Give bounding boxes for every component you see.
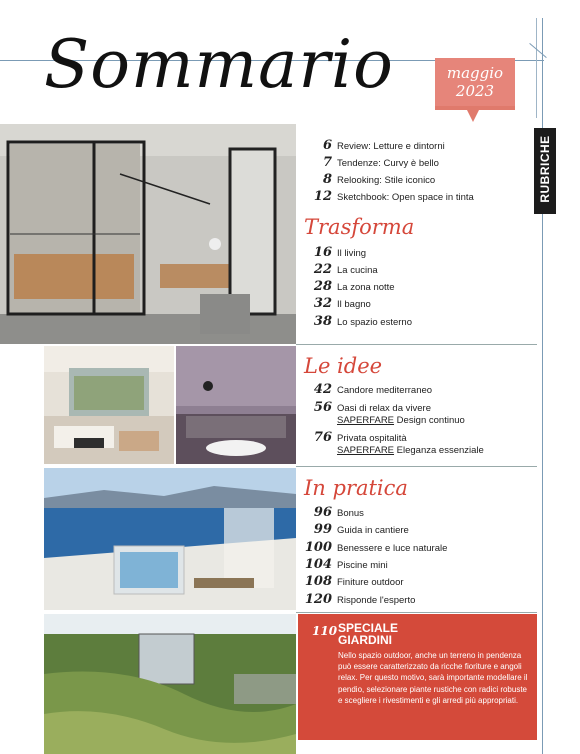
- section-heading-pratica: In pratica: [304, 476, 408, 500]
- item-title: Sketchbook: Open space in tinta: [337, 192, 474, 203]
- section-heading-idee: Le idee: [304, 354, 383, 378]
- list-item[interactable]: [304, 262, 378, 278]
- item-title: Privata ospitalità: [337, 433, 407, 444]
- list-item[interactable]: [304, 138, 445, 154]
- photo-interior-living: [0, 124, 296, 344]
- page-number: 76: [313, 430, 332, 445]
- list-item[interactable]: [304, 574, 404, 590]
- divider: [296, 612, 537, 613]
- list-item[interactable]: [304, 382, 432, 398]
- item-title: La cucina: [337, 265, 378, 276]
- list-item[interactable]: [304, 430, 484, 458]
- corner-mark: [529, 43, 546, 58]
- list-item[interactable]: [304, 245, 366, 261]
- page-title: Sommario: [44, 26, 394, 103]
- speciale-title: SPECIALE: [338, 621, 399, 635]
- photo-purple-lounge: [176, 346, 296, 464]
- section-heading-trasforma: Trasforma: [304, 215, 415, 239]
- photo-mediterranean-living: [44, 346, 174, 464]
- section-side-label: [534, 128, 556, 214]
- page-number: 110: [312, 624, 338, 638]
- list-item[interactable]: [304, 314, 412, 330]
- page-number: 16: [313, 245, 332, 260]
- item-title: Il bagno: [337, 299, 371, 310]
- list-item[interactable]: [304, 279, 395, 295]
- item-title: Il living: [337, 248, 367, 259]
- page-number: 120: [304, 592, 332, 607]
- item-title: Piscine mini: [337, 560, 388, 571]
- list-item[interactable]: [304, 172, 435, 188]
- photo-terrace-pool: [44, 468, 296, 610]
- list-item[interactable]: [304, 522, 409, 538]
- list-item[interactable]: [304, 592, 415, 608]
- page-number: 56: [313, 400, 332, 415]
- item-title: Oasi di relax da vivere: [337, 403, 431, 414]
- list-item[interactable]: [304, 189, 474, 205]
- item-title: Relooking: Stile iconico: [337, 175, 436, 186]
- divider: [296, 466, 537, 467]
- page-number: 28: [313, 279, 332, 294]
- list-item[interactable]: [304, 400, 465, 428]
- item-subtitle: Design continuo: [396, 415, 465, 426]
- item-title: Tendenze: Curvy è bello: [337, 158, 439, 169]
- list-item[interactable]: [304, 155, 439, 171]
- page-number: 96: [313, 505, 332, 520]
- item-title: Lo spazio esterno: [337, 317, 412, 328]
- item-title: Finiture outdoor: [337, 577, 404, 588]
- item-title: Guida in cantiere: [337, 525, 409, 536]
- speciale-subtitle: GIARDINI: [338, 633, 392, 647]
- item-title: Candore mediterraneo: [337, 385, 433, 396]
- page-number: 42: [313, 382, 332, 397]
- saperfare-tag: SAPERFARE: [337, 415, 395, 426]
- issue-date-tag: [435, 58, 515, 124]
- item-title: Risponde l'esperto: [337, 595, 416, 606]
- list-item[interactable]: [304, 540, 447, 556]
- side-label-text: RUBRICHE: [538, 135, 552, 203]
- page-number: 104: [304, 557, 332, 572]
- speciale-giardini-box[interactable]: [298, 614, 537, 740]
- page-number: 22: [313, 262, 332, 277]
- item-title: Benessere e luce naturale: [337, 543, 448, 554]
- issue-month: maggio: [446, 64, 504, 82]
- page-number: 32: [313, 296, 332, 311]
- issue-year: 2023: [455, 82, 495, 100]
- margin-rule-inner: [536, 18, 537, 118]
- page-number: 100: [304, 540, 332, 555]
- list-item[interactable]: [304, 505, 364, 521]
- page-number: 6: [322, 138, 332, 153]
- saperfare-tag: SAPERFARE: [337, 445, 395, 456]
- page-number: 99: [313, 522, 332, 537]
- page-number: 12: [313, 189, 332, 204]
- page-number: 8: [322, 172, 332, 187]
- page-number: 7: [322, 155, 332, 170]
- item-title: Bonus: [337, 508, 364, 519]
- speciale-text: Nello spazio outdoor, anche un terreno in pendenza può essere caratterizzato da ricche fioriture e angoli relax. Per questo motivo, sarà importante modellare il pendio, selezionare piante rustiche con radici robuste e scegliere i rivestimenti e gli arredi più appropriati.: [338, 651, 528, 705]
- item-title: Review: Letture e dintorni: [337, 141, 445, 152]
- divider: [296, 344, 537, 345]
- list-item[interactable]: [304, 296, 371, 312]
- page-number: 38: [313, 314, 332, 329]
- item-title: La zona notte: [337, 282, 395, 293]
- photo-garden-slope: [44, 614, 296, 754]
- page-number: 108: [304, 574, 332, 589]
- item-subtitle: Eleganza essenziale: [396, 445, 484, 456]
- list-item[interactable]: [304, 557, 388, 573]
